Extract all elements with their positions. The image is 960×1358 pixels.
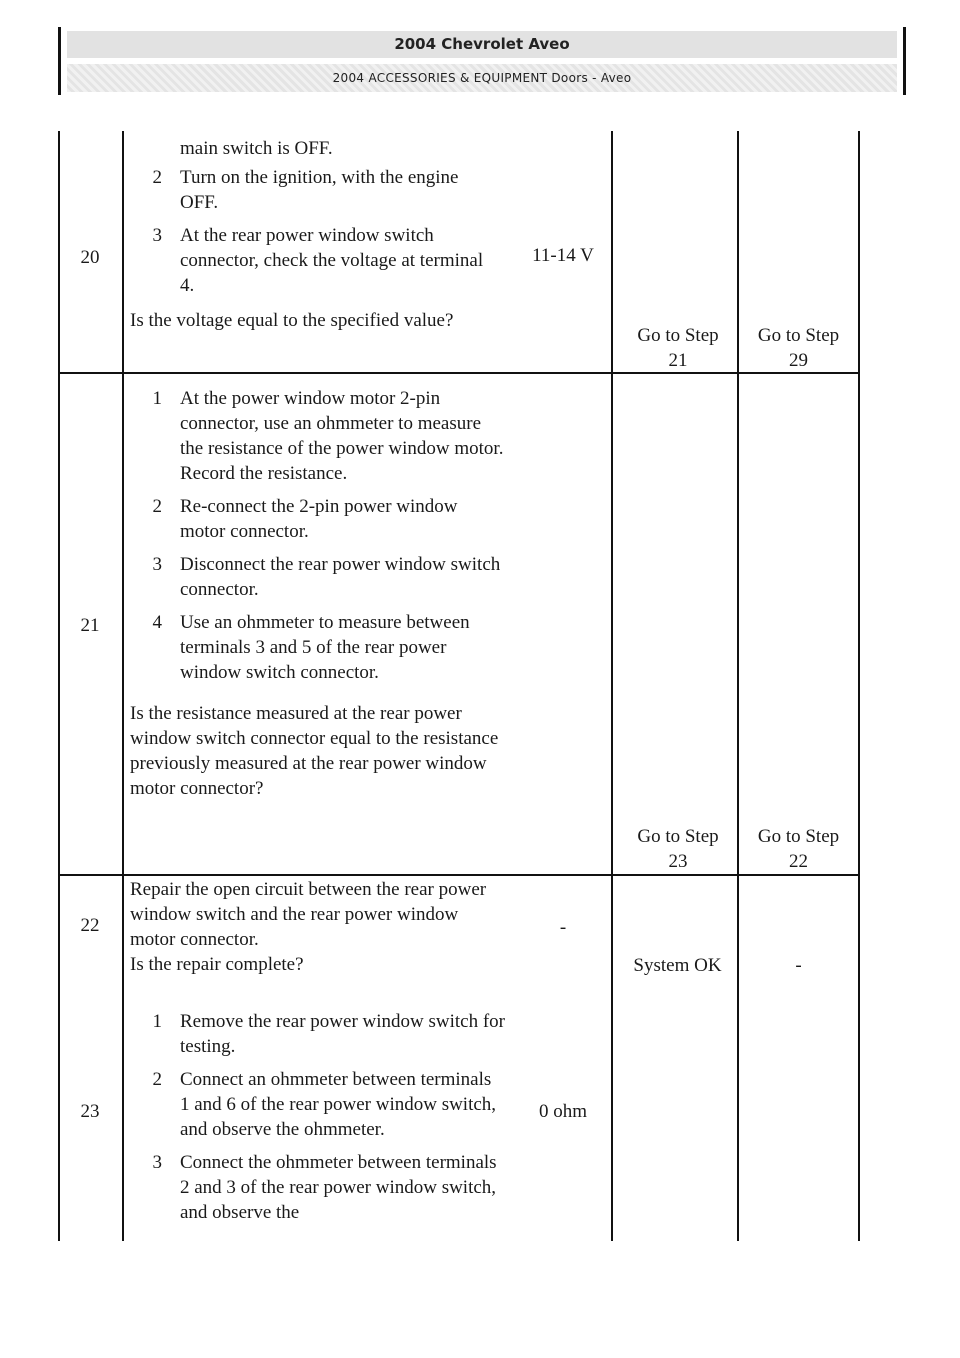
action-item: 3 Disconnect the rear power window switch connector. bbox=[152, 554, 501, 600]
action-item: 2 Connect an ohmmeter between terminals 1 and 6 of the rear power window switch, and observe the ohmmeter. bbox=[152, 1069, 497, 1140]
specified-value: 0 ohm bbox=[538, 1101, 588, 1122]
row-divider bbox=[58, 372, 860, 374]
no-link[interactable]: Go to Step 29 bbox=[757, 325, 840, 371]
table-border-right bbox=[858, 131, 860, 1241]
column-divider bbox=[737, 131, 739, 1241]
step-number: 20 bbox=[80, 247, 100, 268]
no-link[interactable]: Go to Step 22 bbox=[757, 826, 840, 872]
yes-link[interactable]: System OK bbox=[633, 955, 722, 976]
column-divider bbox=[122, 131, 124, 1241]
step-number: 22 bbox=[80, 915, 100, 936]
yes-link[interactable]: Go to Step 23 bbox=[637, 826, 719, 872]
yes-link[interactable]: Go to Step 21 bbox=[637, 325, 719, 371]
action-item: 3 Connect the ohmmeter between terminals 2 and 3 of the rear power window switch, and observe the bbox=[152, 1152, 497, 1223]
step-number: 23 bbox=[80, 1101, 100, 1122]
step-question: Is the resistance measured at the rear power window switch connector equal to the resistance previously measured at the rear power window motor connector? bbox=[130, 703, 499, 799]
document-header bbox=[58, 27, 906, 95]
column-divider bbox=[611, 131, 613, 1241]
action-item: 2 Re-connect the 2-pin power window motor connector. bbox=[152, 496, 458, 542]
step-action bbox=[130, 1009, 505, 1233]
action-item: 1 Remove the rear power window switch for testing. bbox=[152, 1011, 506, 1057]
action-item: 1 At the power window motor 2-pin connector, use an ohmmeter to measure the resistance of the power window motor. Record the resistance. bbox=[152, 388, 504, 484]
step-question: Is the voltage equal to the specified value? bbox=[130, 310, 454, 331]
step-action bbox=[130, 136, 500, 333]
page-title: 2004 Chevrolet Aveo bbox=[67, 31, 897, 58]
action-item: 2 Turn on the ignition, with the engine OFF. bbox=[152, 167, 459, 213]
action-item: 4 Use an ohmmeter to measure between terminals 3 and 5 of the rear power window switch connector. bbox=[152, 612, 470, 683]
no-link: - bbox=[795, 955, 802, 976]
step-action bbox=[130, 386, 505, 801]
table-border-left bbox=[58, 131, 60, 1241]
repair-instruction: Repair the open circuit between the rear power window switch and the rear power window motor connector. bbox=[130, 879, 487, 950]
action-item: 3 At the rear power window switch connector, check the voltage at terminal 4. bbox=[152, 225, 484, 296]
action-item: main switch is OFF. bbox=[180, 138, 333, 159]
row-divider bbox=[58, 874, 860, 876]
diagnostic-table bbox=[58, 131, 860, 1241]
step-action bbox=[130, 877, 505, 977]
specified-value: 11-14 V bbox=[532, 245, 594, 266]
step-question: Is the repair complete? bbox=[130, 954, 304, 975]
step-number: 21 bbox=[80, 615, 100, 636]
specified-value: - bbox=[559, 917, 567, 938]
page-subtitle: 2004 ACCESSORIES & EQUIPMENT Doors - Aveo bbox=[67, 64, 897, 92]
